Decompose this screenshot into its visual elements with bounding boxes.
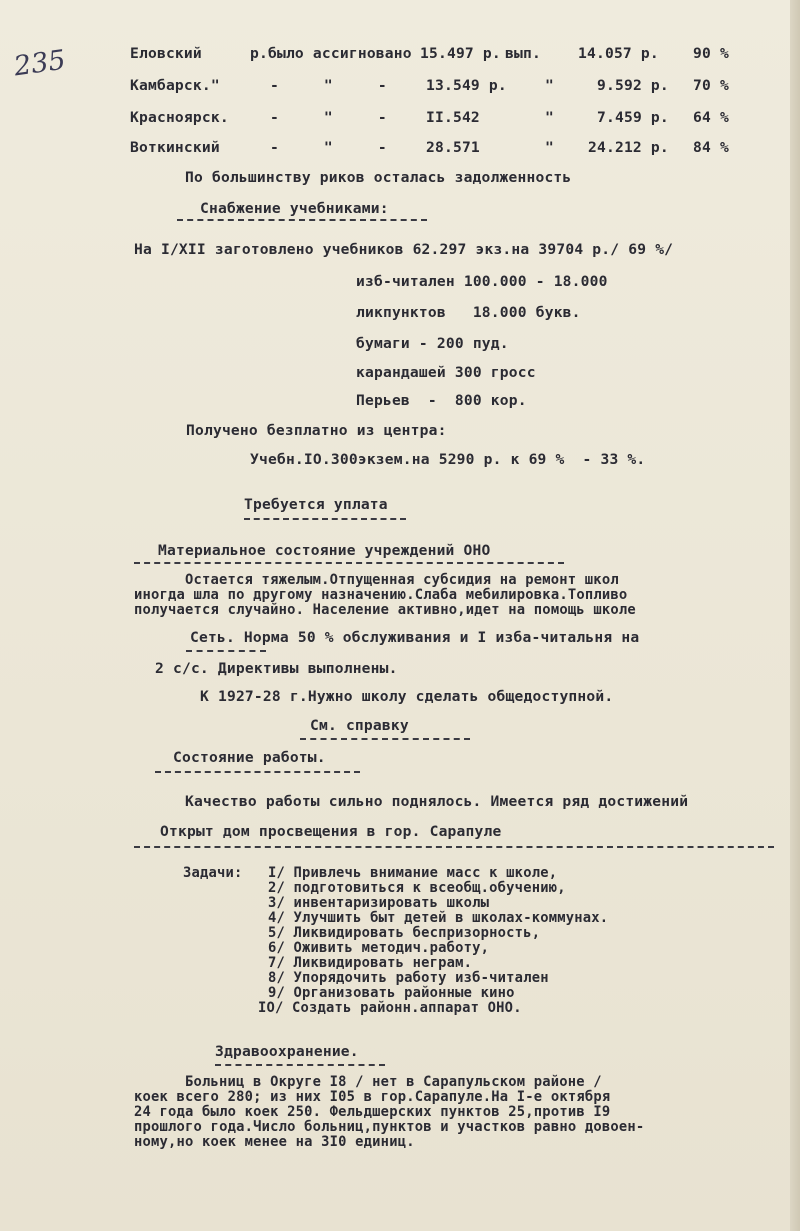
budget-row-name: Еловский [130,45,202,62]
opened-underline [134,846,774,848]
free-line: Получено безплатно из центра: [186,422,447,439]
margin-page-number: 235 [12,44,68,83]
task-item: 7/ Ликвидировать неграм. [268,955,473,971]
health-text-line: коек всего 280; из них I05 в гор.Сарапуле.На I-е октября [134,1089,611,1105]
payment-underline [244,518,406,520]
budget-row-text: - " - [270,139,387,156]
budget-row-spent: 24.212 р. [588,139,669,156]
task-item: 9/ Организовать районные кино [268,985,515,1001]
supply-item: бумаги - 200 пуд. [356,335,509,352]
budget-row-spent-label: " [545,139,554,156]
paper-edge [790,0,800,1231]
supply-heading: Снабжение учебниками: [200,200,389,217]
supply-item: ликпунктов 18.000 букв. [356,304,581,321]
budget-row-spent-label: " [545,77,554,94]
task-item: 5/ Ликвидировать беспризорность, [268,925,541,941]
budget-row-name: Камбарск." [130,77,220,94]
budget-row-text: - " - [270,77,387,94]
work-heading: Состояние работы. [173,749,326,766]
payment-heading: Требуется уплата [244,496,388,513]
network-line: К 1927-28 г.Нужно школу сделать общедоступной. [200,688,614,705]
budget-row-spent: 9.592 р. [597,77,669,94]
health-text-line: прошлого года.Число больниц,пунктов и участков равно довоен- [134,1119,645,1135]
budget-row-assigned: 13.549 р. [426,77,507,94]
debt-line: По большинству риков осталась задолженность [185,169,572,186]
budget-row-name: Воткинский [130,139,220,156]
budget-row-spent: 7.459 р. [597,109,669,126]
supply-heading-underline [177,219,427,221]
material-underline [134,562,564,564]
supply-item: карандашей 300 гросс [356,364,536,381]
see-reference-underline [300,738,470,740]
budget-row-assigned: II.542 [426,109,480,126]
health-text-line: 24 года было коек 250. Фельдшерских пунктов 25,против I9 [134,1104,611,1120]
task-item: 3/ инвентаризировать школы [268,895,490,911]
tasks-label: Задачи: [183,865,243,881]
budget-row-pct: 84 % [693,139,729,156]
budget-row-spent: 14.057 р. [578,45,659,62]
budget-row-pct: 64 % [693,109,729,126]
quality-line: Качество работы сильно поднялось. Имеется ряд достижений [185,793,689,810]
network-line: 2 с/с. Директивы выполнены. [155,660,398,677]
health-text-line: ному,но коек менее на 3I0 единиц. [134,1134,415,1150]
budget-row-pct: 90 % [693,45,729,62]
budget-row-text: - " - [270,109,387,126]
supply-item: Перьев - 800 кор. [356,392,527,409]
budget-row-name: Красноярск. [130,109,229,126]
free-detail: Учебн.IO.300экзем.на 5290 р. к 69 % - 33 %. [250,451,646,468]
network-underline [186,650,266,652]
health-text-line: Больниц в Округе I8 / нет в Сарапульском районе / [185,1074,602,1090]
material-heading: Материальное состояние учреждений ОНО [158,542,491,559]
budget-row-spent-label: вып. [505,45,541,62]
task-item: 4/ Улучшить быт детей в школах-коммунах. [268,910,609,926]
budget-row-assigned: 28.571 [426,139,480,156]
task-item: 8/ Упорядочить работу изб-читален [268,970,549,986]
network-line: Сеть. Норма 50 % обслуживания и I изба-читальня на [190,629,640,646]
opened-line: Открыт дом просвещения в гор. Сарапуле [160,823,502,840]
material-text-line: иногда шла по другому назначению.Слаба мебилировка.Топливо [134,587,628,603]
see-reference: См. справку [310,717,409,734]
health-underline [215,1064,385,1066]
material-text-line: Остается тяжелым.Отпущенная субсидия на ремонт школ [185,572,619,588]
budget-row-text: р.было ассигновано [250,45,412,62]
budget-row-spent-label: " [545,109,554,126]
task-item: I/ Привлечь внимание масс к школе, [268,865,558,881]
task-item: 6/ Оживить методич.работу, [268,940,490,956]
budget-row-assigned: 15.497 р. [420,45,501,62]
task-item: IO/ Создать районн.аппарат ОНО. [258,1000,522,1016]
task-item: 2/ подготовиться к всеобщ.обучению, [268,880,566,896]
health-heading: Здравоохранение. [215,1043,359,1060]
material-text-line: получается случайно. Население активно,идет на помощь школе [134,602,636,618]
budget-row-pct: 70 % [693,77,729,94]
supply-intro: На I/XII заготовлено учебников 62.297 экз.на 39704 р./ 69 %/ [134,241,674,258]
work-underline [155,771,360,773]
supply-item: изб-читален 100.000 - 18.000 [356,273,608,290]
